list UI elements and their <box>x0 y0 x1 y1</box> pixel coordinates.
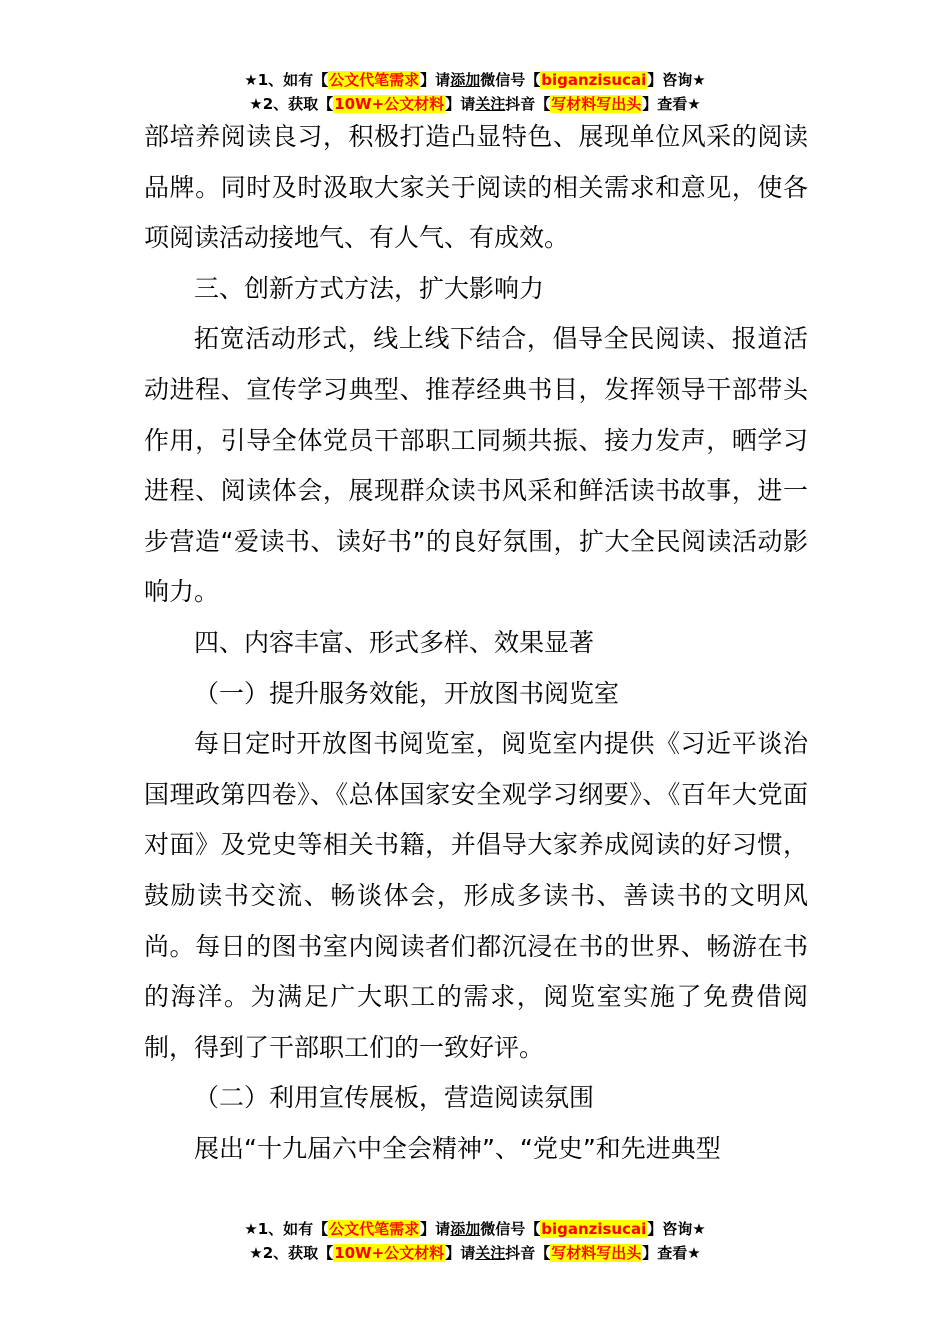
highlight-materials: 10W+公文材料 <box>334 95 445 113</box>
highlight-materials: 10W+公文材料 <box>334 1244 445 1262</box>
subsection-heading-2: （二）利用宣传展板，营造阅读氛围 <box>194 1083 595 1113</box>
paragraph: 拓宽活动形式，线上线下结合，倡导全民阅读、报道活动进程、宣传学习典型、推荐经典书目，发挥领导干部带头作用，引导全体党员干部职工同频共振、接力发声，晒学习进程、阅读体会，展现群众读书风采和鲜活读书故事，进一步营造“爱读书、读好书”的良好氛围，扩大全民阅读活动影响力。 <box>144 324 808 607</box>
paragraph-continuation: 部培养阅读良习，积极打造凸显特色、展现单位风采的阅读品牌。同时及时汲取大家关于阅读的相关需求和意见，使各项阅读活动接地气、有人气、有成效。 <box>144 122 808 253</box>
header-banner <box>0 68 950 116</box>
document-body <box>144 112 808 1174</box>
highlight-service: 公文代笔需求 <box>329 1220 420 1238</box>
paragraph: 每日定时开放图书阅览室，阅览室内提供《习近平谈治国理政第四卷》、《总体国家安全观学习纲要》、《百年大党面对面》及党史等相关书籍，并倡导大家养成阅读的好习惯，鼓励读书交流、畅谈体会，形成多读书、善读书的文明风尚。每日的图书室内阅读者们都沉浸在书的世界、畅游在书的海洋。为满足广大职工的需求，阅览室实施了免费借阅制，得到了干部职工们的一致好评。 <box>144 729 808 1062</box>
highlight-service: 公文代笔需求 <box>329 71 420 89</box>
header-banner-line-1: ★1、如有【公文代笔需求】请添加微信号【biganzisucai】咨询★ <box>244 71 706 89</box>
subsection-heading-1: （一）提升服务效能，开放图书阅览室 <box>194 678 620 708</box>
section-heading-3: 三、创新方式方法，扩大影响力 <box>194 273 545 303</box>
footer-banner-line-2: ★2、获取【10W+公文材料】请关注抖音【写材料写出头】查看★ <box>249 1244 701 1262</box>
highlight-douyin: 写材料写出头 <box>551 95 642 113</box>
highlight-douyin: 写材料写出头 <box>551 1244 642 1262</box>
highlight-wechat-id: biganzisucai <box>541 1220 647 1238</box>
footer-banner <box>0 1217 950 1265</box>
footer-banner-line-1: ★1、如有【公文代笔需求】请添加微信号【biganzisucai】咨询★ <box>244 1220 706 1238</box>
section-heading-4: 四、内容丰富、形式多样、效果显著 <box>194 627 595 657</box>
paragraph: 展出“十九届六中全会精神”、“党史”和先进典型 <box>194 1133 721 1163</box>
highlight-wechat-id: biganzisucai <box>541 71 647 89</box>
header-banner-line-2: ★2、获取【10W+公文材料】请关注抖音【写材料写出头】查看★ <box>249 95 701 113</box>
